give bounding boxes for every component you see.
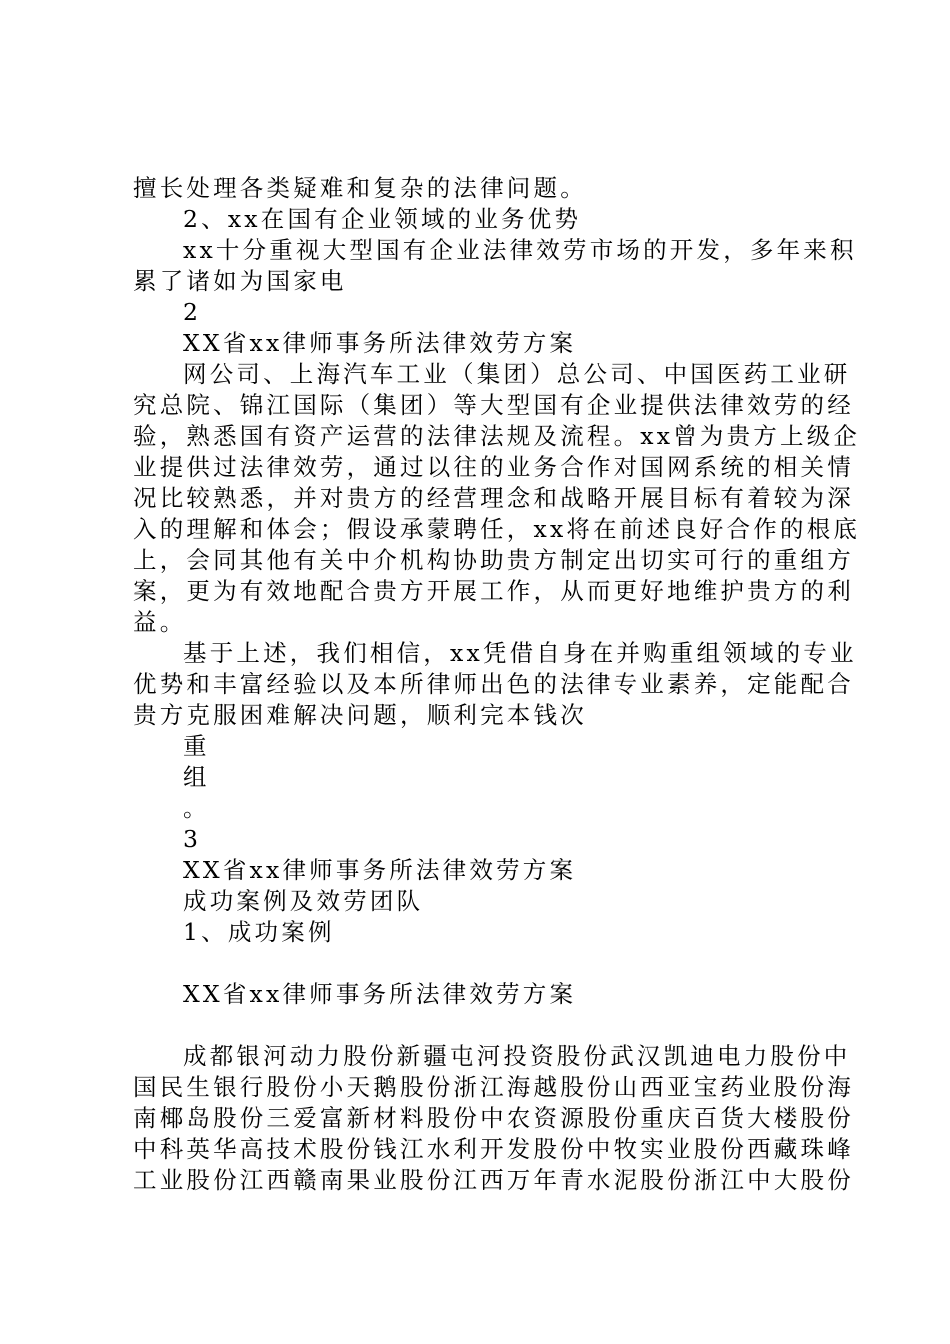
text-line: 案，更为有效地配合贵方开展工作，从而更好地维护贵方的利 bbox=[133, 577, 854, 605]
page-number: 2 bbox=[183, 298, 202, 326]
text-line: 工业股份江西赣南果业股份江西万年青水泥股份浙江中大股份 bbox=[133, 1166, 854, 1194]
text-line: 上，会同其他有关中介机构协助贵方制定出切实可行的重组方 bbox=[133, 546, 854, 574]
section-heading: 1、成功案例 bbox=[183, 918, 335, 946]
text-line: 网公司、上海汽车工业（集团）总公司、中国医药工业研 bbox=[183, 360, 851, 388]
text-line: 中科英华高技术股份钱江水利开发股份中牧实业股份西藏珠峰 bbox=[133, 1135, 854, 1163]
text-line: 况比较熟悉，并对贵方的经营理念和战略开展目标有着较为深 bbox=[133, 484, 854, 512]
section-heading: 成功案例及效劳团队 bbox=[183, 887, 424, 915]
text-line: 国民生银行股份小天鹅股份浙江海越股份山西亚宝药业股份海 bbox=[133, 1073, 854, 1101]
running-header: XX省xx律师事务所法律效劳方案 bbox=[183, 329, 577, 357]
text-line: 累了诸如为国家电 bbox=[133, 267, 347, 295]
text-line: 优势和丰富经验以及本所律师出色的法律专业素养，定能配合 bbox=[133, 670, 854, 698]
text-line: 组 bbox=[183, 763, 210, 791]
text-line: 成都银河动力股份新疆屯河投资股份武汉凯迪电力股份中 bbox=[183, 1042, 851, 1070]
text-line: 入的理解和体会；假设承蒙聘任，xx将在前述良好合作的根底 bbox=[133, 515, 861, 543]
text-line: 究总院、锦江国际（集团）等大型国有企业提供法律效劳的经 bbox=[133, 391, 854, 419]
text-line: 重 bbox=[183, 732, 210, 760]
running-header: XX省xx律师事务所法律效劳方案 bbox=[183, 856, 577, 884]
text-line: 。 bbox=[183, 794, 210, 822]
page-number: 3 bbox=[183, 825, 202, 853]
text-line: 擅长处理各类疑难和复杂的法律问题。 bbox=[133, 174, 587, 202]
running-header: XX省xx律师事务所法律效劳方案 bbox=[183, 980, 577, 1008]
text-line: 南椰岛股份三爱富新材料股份中农资源股份重庆百货大楼股份 bbox=[133, 1104, 854, 1132]
text-line: 验，熟悉国有资产运营的法律法规及流程。xx曾为贵方上级企 bbox=[133, 422, 861, 450]
text-line: 益。 bbox=[133, 608, 187, 636]
text-line: 贵方克服困难解决问题，顺利完本钱次 bbox=[133, 701, 587, 729]
text-line: 业提供过法律效劳，通过以往的业务合作对国网系统的相关情 bbox=[133, 453, 854, 481]
text-line: 基于上述，我们相信，xx凭借自身在并购重组领域的专业 bbox=[183, 639, 857, 667]
text-line: xx十分重视大型国有企业法律效劳市场的开发，多年来积 bbox=[183, 236, 857, 264]
section-heading: 2、xx在国有企业领域的业务优势 bbox=[183, 205, 582, 233]
